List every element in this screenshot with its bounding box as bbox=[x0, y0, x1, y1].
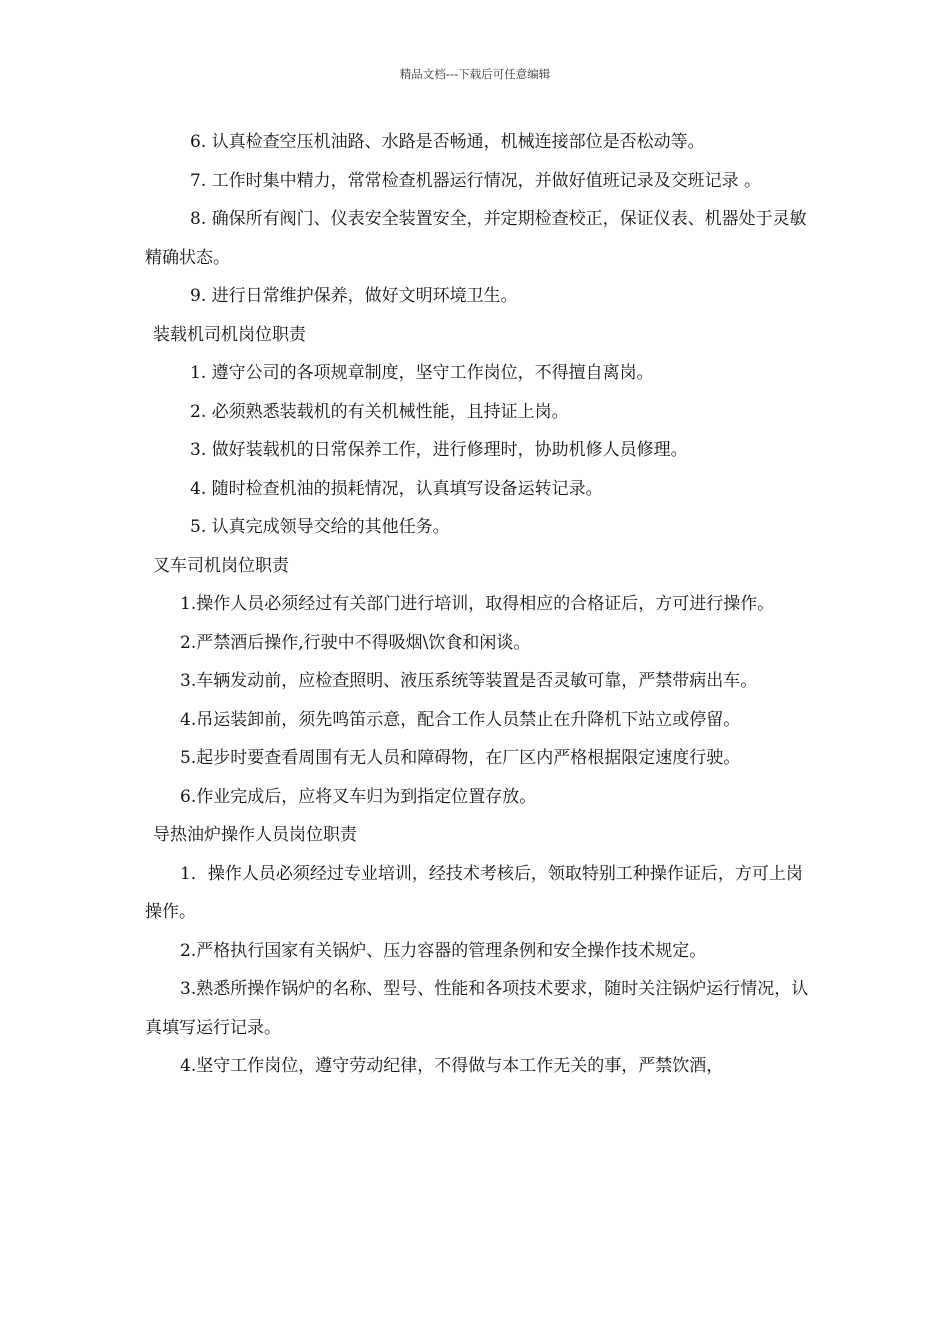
section-title-loader-driver: 装载机司机岗位职责 bbox=[153, 324, 306, 345]
duty-item: 1．操作人员必须经过专业培训，经技术考核后，领取特别工种操作证后，方可上岗操作。 bbox=[145, 863, 803, 922]
duty-item: 5. 认真完成领导交给的其他任务。 bbox=[190, 517, 450, 537]
duty-item: 4.坚守工作岗位，遵守劳动纪律，不得做与本工作无关的事，严禁饮酒， bbox=[180, 1056, 724, 1076]
duty-item: 9. 进行日常维护保养，做好文明环境卫生。 bbox=[190, 286, 518, 306]
duty-item: 4.吊运装卸前，须先鸣笛示意，配合工作人员禁止在升降机下站立或停留。 bbox=[180, 709, 741, 730]
duty-item: 8. 确保所有阀门、仪表安全装置安全，并定期检查校正，保证仪表、机器处于灵敏精确状态。 bbox=[145, 209, 807, 268]
document-body bbox=[145, 123, 810, 1086]
duty-item: 3.熟悉所操作锅炉的名称、型号、性能和各项技术要求，随时关注锅炉运行情况，认真填写运行记录。 bbox=[145, 979, 809, 1038]
duty-item: 2.严格执行国家有关锅炉、压力容器的管理条例和安全操作技术规定。 bbox=[180, 940, 707, 961]
duty-item: 7. 工作时集中精力，常常检查机器运行情况，并做好值班记录及交班记录 。 bbox=[190, 170, 762, 191]
page-header: 精品文档---下载后可任意编辑 bbox=[399, 67, 551, 81]
duty-item: 1. 遵守公司的各项规章制度，坚守工作岗位，不得擅自离岗。 bbox=[190, 363, 654, 383]
duty-item: 3. 做好装载机的日常保养工作，进行修理时，协助机修人员修理。 bbox=[190, 440, 688, 460]
duty-item: 4. 随时检查机油的损耗情况，认真填写设备运转记录。 bbox=[190, 478, 603, 499]
duty-item: 1.操作人员必须经过有关部门进行培训，取得相应的合格证后，方可进行操作。 bbox=[180, 594, 775, 614]
duty-item: 6.作业完成后，应将叉车归为到指定位置存放。 bbox=[180, 786, 537, 807]
duty-item: 5.起步时要查看周围有无人员和障碍物，在厂区内严格根据限定速度行驶。 bbox=[180, 748, 741, 768]
section-title-thermal-oil-furnace-operator: 导热油炉操作人员岗位职责 bbox=[153, 825, 357, 845]
duty-item: 3.车辆发动前，应检查照明、液压系统等装置是否灵敏可靠，严禁带病出车。 bbox=[180, 671, 758, 691]
duty-item: 2.严禁酒后操作,行驶中不得吸烟\饮食和闲谈。 bbox=[180, 632, 531, 653]
duty-item: 2. 必须熟悉装载机的有关机械性能，且持证上岗。 bbox=[190, 401, 569, 422]
duty-item: 6. 认真检查空压机油路、水路是否畅通，机械连接部位是否松动等。 bbox=[190, 132, 705, 152]
section-title-forklift-driver: 叉车司机岗位职责 bbox=[153, 555, 289, 576]
